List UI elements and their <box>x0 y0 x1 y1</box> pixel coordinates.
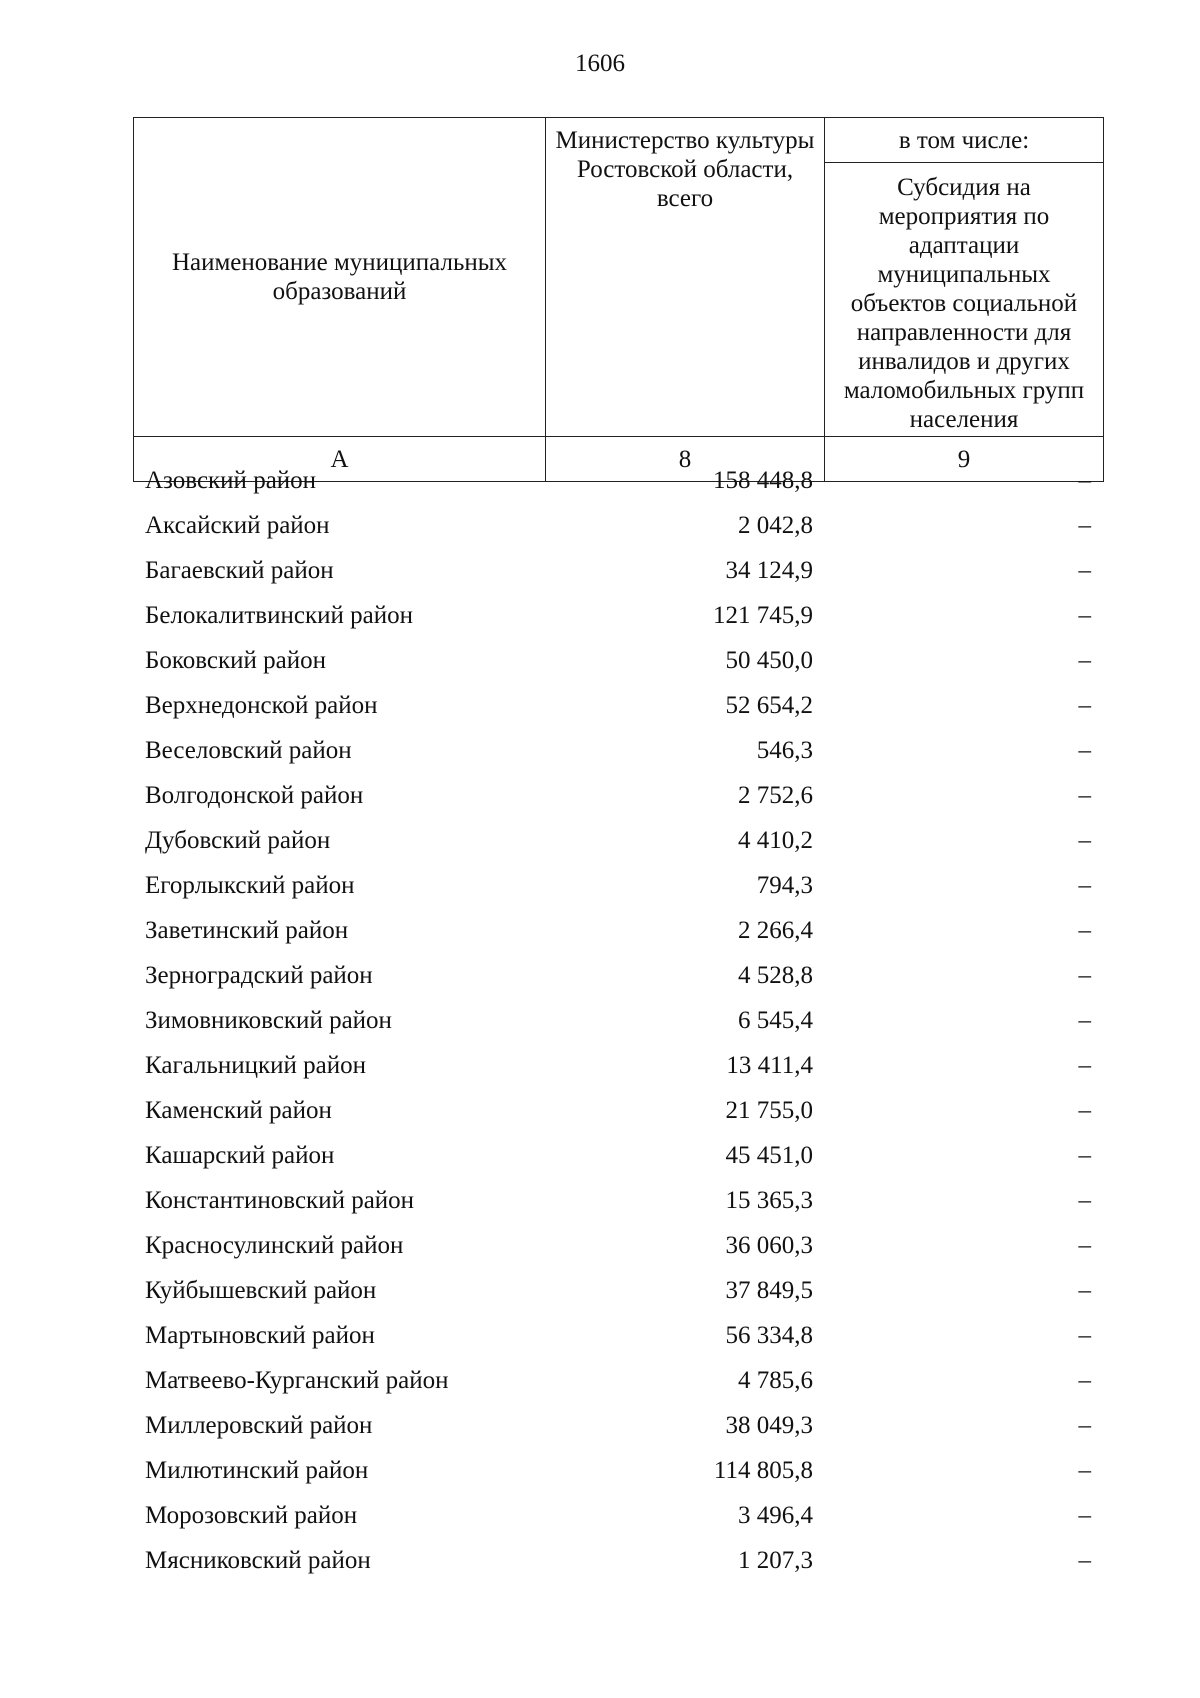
table-row <box>133 1448 1103 1493</box>
subsidy-value: – <box>1078 782 1091 809</box>
subsidy-value: – <box>1078 1322 1091 1349</box>
municipality-name: Миллеровский район <box>145 1412 373 1439</box>
table-row <box>133 1358 1103 1403</box>
table-row <box>133 1223 1103 1268</box>
municipality-name: Веселовский район <box>145 737 352 764</box>
ministry-total-value: 50 450,0 <box>725 647 813 674</box>
table-row <box>133 908 1103 953</box>
table-row <box>133 818 1103 863</box>
table-row <box>133 953 1103 998</box>
ministry-total-value: 4 528,8 <box>738 962 813 989</box>
subsidy-value: – <box>1078 467 1091 494</box>
table-row <box>133 593 1103 638</box>
subsidy-value: – <box>1078 737 1091 764</box>
table-row <box>133 1043 1103 1088</box>
ministry-total-value: 34 124,9 <box>725 557 813 584</box>
ministry-total-value: 794,3 <box>756 872 813 899</box>
ministry-total-value: 15 365,3 <box>725 1187 813 1214</box>
ministry-total-value: 37 849,5 <box>725 1277 813 1304</box>
municipality-name: Куйбышевский район <box>145 1277 377 1304</box>
table-row <box>133 728 1103 773</box>
subsidy-value: – <box>1078 1277 1091 1304</box>
ministry-total-value: 4 785,6 <box>738 1367 813 1394</box>
municipality-name: Каменский район <box>145 1097 332 1124</box>
municipality-name: Аксайский район <box>145 512 330 539</box>
ministry-total-value: 36 060,3 <box>725 1232 813 1259</box>
ministry-total-value: 52 654,2 <box>725 692 813 719</box>
table-body <box>133 458 1103 1583</box>
table-row <box>133 1178 1103 1223</box>
table-row <box>133 503 1103 548</box>
municipality-name: Красносулинский район <box>145 1232 404 1259</box>
ministry-total-value: 38 049,3 <box>725 1412 813 1439</box>
table-row <box>133 998 1103 1043</box>
subsidy-value: – <box>1078 962 1091 989</box>
ministry-total-value: 114 805,8 <box>713 1457 813 1484</box>
ministry-total-value: 4 410,2 <box>738 827 813 854</box>
ministry-total-value: 45 451,0 <box>725 1142 813 1169</box>
table-row <box>133 1268 1103 1313</box>
subsidy-value: – <box>1078 1412 1091 1439</box>
ministry-total-value: 56 334,8 <box>725 1322 813 1349</box>
municipality-name: Милютинский район <box>145 1457 369 1484</box>
table-row <box>133 1088 1103 1133</box>
header-including: в том числе: <box>825 118 1104 163</box>
table-header <box>133 117 1104 482</box>
table-row <box>133 1133 1103 1178</box>
table-row <box>133 1538 1103 1583</box>
subsidy-value: – <box>1078 917 1091 944</box>
table-row <box>133 683 1103 728</box>
subsidy-value: – <box>1078 1367 1091 1394</box>
subsidy-value: – <box>1078 1502 1091 1529</box>
header-ministry-total: Министерство культуры Ростовской области, всего <box>546 118 825 437</box>
header-subsidy: Субсидия на мероприятия по адаптации муниципальных объектов социальной направленности для инвалидов и других маломобильных групп населения <box>825 163 1104 437</box>
municipality-name: Боковский район <box>145 647 326 674</box>
municipality-name: Волгодонской район <box>145 782 364 809</box>
municipality-name: Зимовниковский район <box>145 1007 392 1034</box>
ministry-total-value: 2 266,4 <box>738 917 813 944</box>
municipality-name: Азовский район <box>145 467 317 494</box>
subsidy-value: – <box>1078 827 1091 854</box>
municipality-name: Мясниковский район <box>145 1547 371 1574</box>
municipality-name: Кашарский район <box>145 1142 335 1169</box>
subsidy-value: – <box>1078 1187 1091 1214</box>
ministry-total-value: 2 752,6 <box>738 782 813 809</box>
subsidy-value: – <box>1078 1232 1091 1259</box>
subsidy-value: – <box>1078 557 1091 584</box>
municipality-name: Заветинский район <box>145 917 349 944</box>
subsidy-value: – <box>1078 1097 1091 1124</box>
municipality-name: Зерноградский район <box>145 962 373 989</box>
municipality-name: Дубовский район <box>145 827 331 854</box>
ministry-total-value: 6 545,4 <box>738 1007 813 1034</box>
subsidy-value: – <box>1078 1547 1091 1574</box>
subsidy-value: – <box>1078 1142 1091 1169</box>
ministry-total-value: 21 755,0 <box>725 1097 813 1124</box>
subsidy-value: – <box>1078 512 1091 539</box>
subsidy-value: – <box>1078 602 1091 629</box>
municipality-name: Константиновский район <box>145 1187 415 1214</box>
subsidy-value: – <box>1078 872 1091 899</box>
ministry-total-value: 3 496,4 <box>738 1502 813 1529</box>
column-number-a: А <box>134 437 546 482</box>
municipality-name: Морозовский район <box>145 1502 358 1529</box>
ministry-total-value: 2 042,8 <box>738 512 813 539</box>
table-row <box>133 1403 1103 1448</box>
municipality-name: Мартыновский район <box>145 1322 375 1349</box>
table-row <box>133 863 1103 908</box>
subsidy-value: – <box>1078 1052 1091 1079</box>
municipality-name: Кагальницкий район <box>145 1052 367 1079</box>
municipality-name: Верхнедонской район <box>145 692 378 719</box>
subsidy-value: – <box>1078 647 1091 674</box>
municipality-name: Белокалитвинский район <box>145 602 413 629</box>
subsidy-value: – <box>1078 1007 1091 1034</box>
municipality-name: Егорлыкский район <box>145 872 355 899</box>
subsidy-value: – <box>1078 692 1091 719</box>
table-row <box>133 548 1103 593</box>
ministry-total-value: 1 207,3 <box>738 1547 813 1574</box>
table-row <box>133 773 1103 818</box>
table-row <box>133 1313 1103 1358</box>
subsidy-value: – <box>1078 1457 1091 1484</box>
table-row <box>133 1493 1103 1538</box>
municipality-name: Багаевский район <box>145 557 334 584</box>
ministry-total-value: 546,3 <box>756 737 813 764</box>
municipality-name: Матвеево-Курганский район <box>145 1367 449 1394</box>
column-number-9: 9 <box>825 437 1104 482</box>
table-row <box>133 458 1103 503</box>
table-row <box>133 638 1103 683</box>
page-number: 1606 <box>575 50 625 77</box>
header-municipality-name: Наименование муниципальных образований <box>134 118 546 437</box>
column-number-8: 8 <box>546 437 825 482</box>
ministry-total-value: 13 411,4 <box>726 1052 813 1079</box>
ministry-total-value: 158 448,8 <box>713 467 813 494</box>
ministry-total-value: 121 745,9 <box>713 602 813 629</box>
